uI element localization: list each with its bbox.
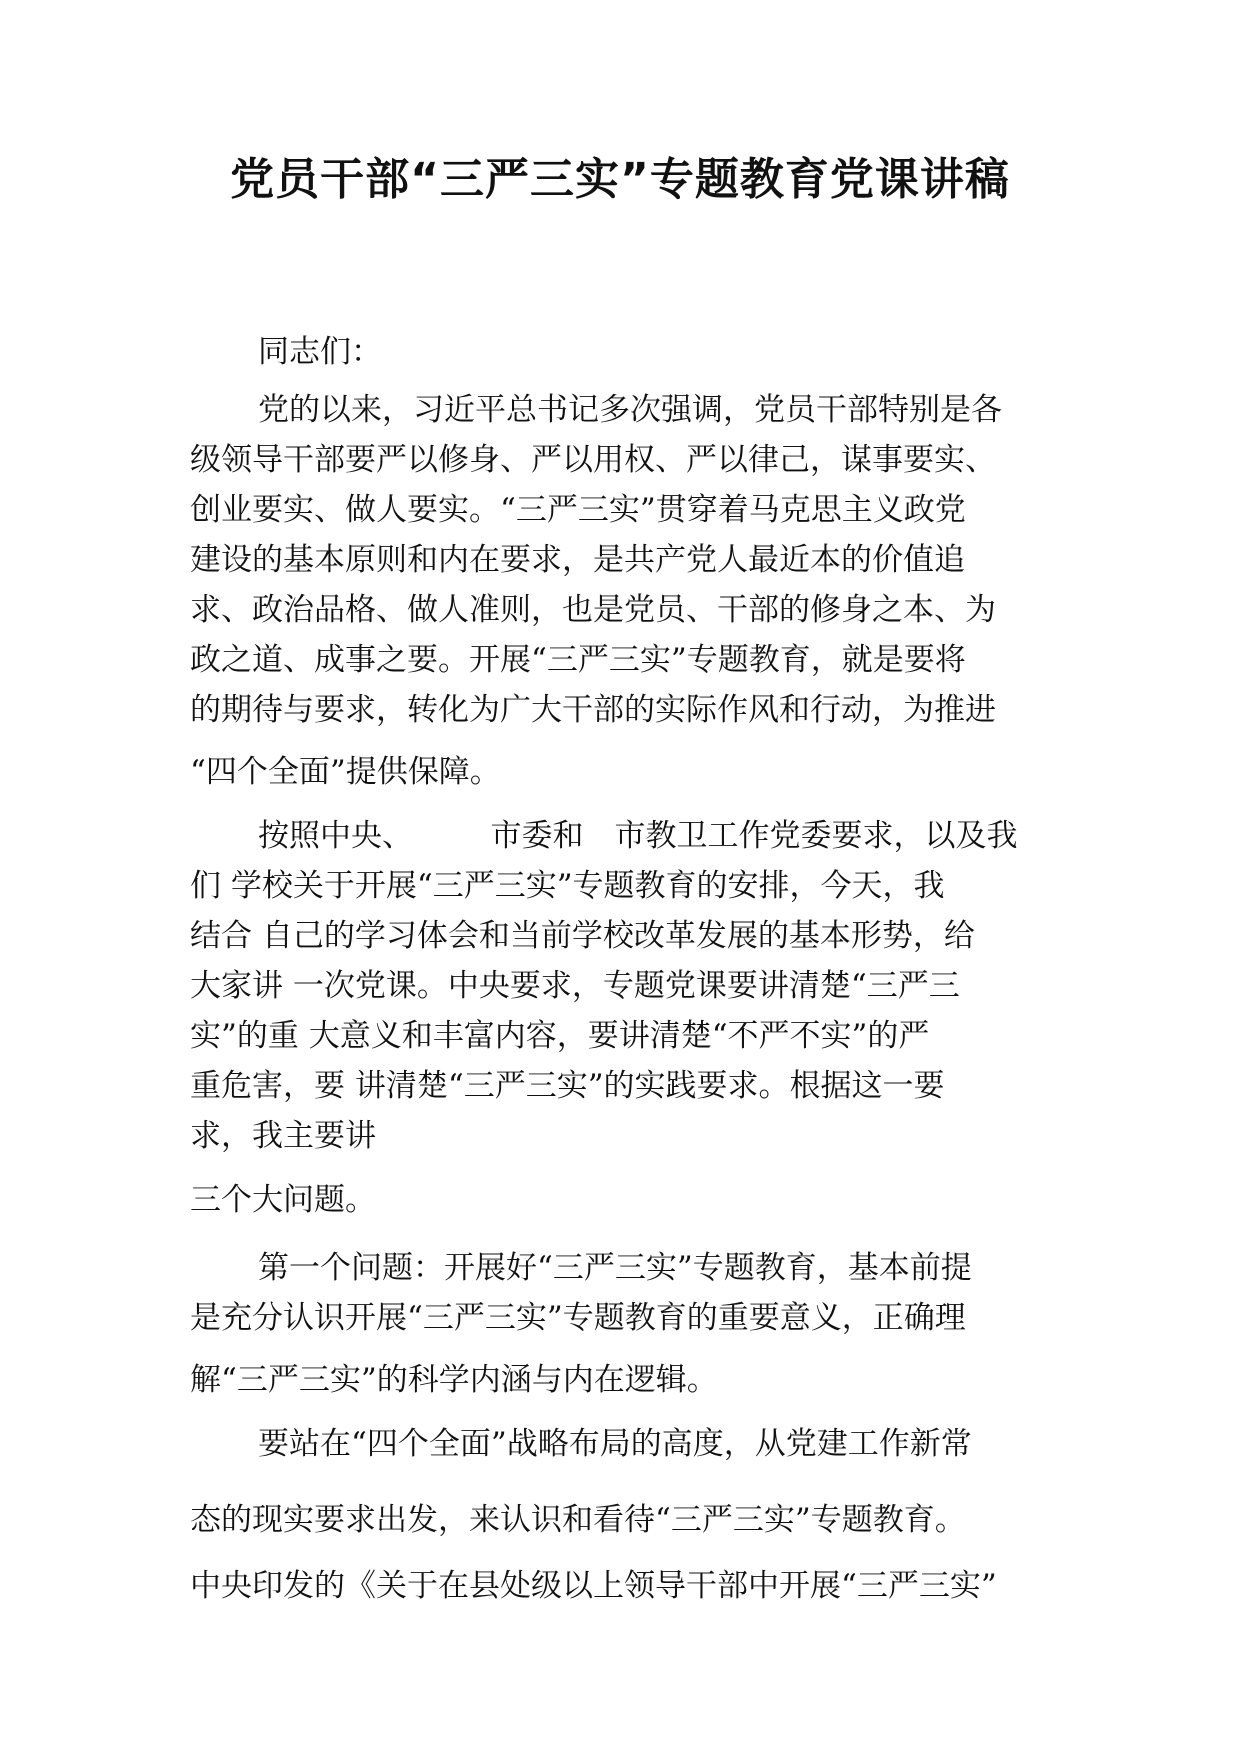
paragraph-line: 实”的重 大意义和丰富内容，要讲清楚“不严不实”的严	[190, 1018, 930, 1054]
paragraph-line: 的期待与要求，转化为广大干部的实际作风和行动，为推进	[190, 692, 996, 728]
paragraph-line: 级领导干部要严以修身、严以用权、严以律己，谋事要实、	[190, 442, 996, 478]
paragraph-line: 要站在“四个全面”战略布局的高度，从党建工作新常	[258, 1426, 972, 1462]
paragraph-line: 态的现实要求出发，来认识和看待“三严三实”专题教育。	[190, 1502, 966, 1538]
paragraph-line: 按照中央、 市委和 市教卫工作党委要求，以及我	[258, 818, 1018, 854]
paragraph-line: 第一个问题：开展好“三严三实”专题教育，基本前提	[258, 1250, 972, 1286]
paragraph-line: 中央印发的《关于在县处级以上领导干部中开展“三严三实”	[190, 1568, 997, 1604]
paragraph-line: 求、政治品格、做人准则，也是党员、干部的修身之本、为	[190, 592, 996, 628]
paragraph-line: 是充分认识开展“三严三实”专题教育的重要意义，正确理	[190, 1300, 966, 1336]
paragraph-line: 三个大问题。	[190, 1182, 376, 1218]
paragraph-line: 求，我主要讲	[190, 1118, 376, 1154]
paragraph-line: 政之道、成事之要。开展“三严三实”专题教育，就是要将	[190, 642, 966, 678]
paragraph-line: 重危害，要 讲清楚“三严三实”的实践要求。根据这一要	[190, 1068, 945, 1104]
paragraph-line: 们 学校关于开展“三严三实”专题教育的安排，今天，我	[190, 868, 945, 904]
paragraph-line: 党的以来，习近平总书记多次强调，党员干部特别是各	[258, 392, 1002, 428]
paragraph-line: 建设的基本原则和内在要求，是共产党人最近本的价值追	[190, 542, 965, 578]
paragraph-line: “四个全面”提供保障。	[190, 754, 501, 790]
paragraph-line: 创业要实、做人要实。“三严三实”贯穿着马克思主义政党	[190, 492, 966, 528]
paragraph-line: 解“三严三实”的科学内涵与内在逻辑。	[190, 1362, 718, 1398]
paragraph-line: 同志们：	[258, 334, 382, 370]
paragraph-line: 大家讲 一次党课。中央要求，专题党课要讲清楚“三严三	[190, 968, 960, 1004]
paragraph-line: 结合 自己的学习体会和当前学校改革发展的基本形势，给	[190, 918, 975, 954]
document-title: 党员干部“三严三实”专题教育党课讲稿	[230, 154, 1010, 205]
